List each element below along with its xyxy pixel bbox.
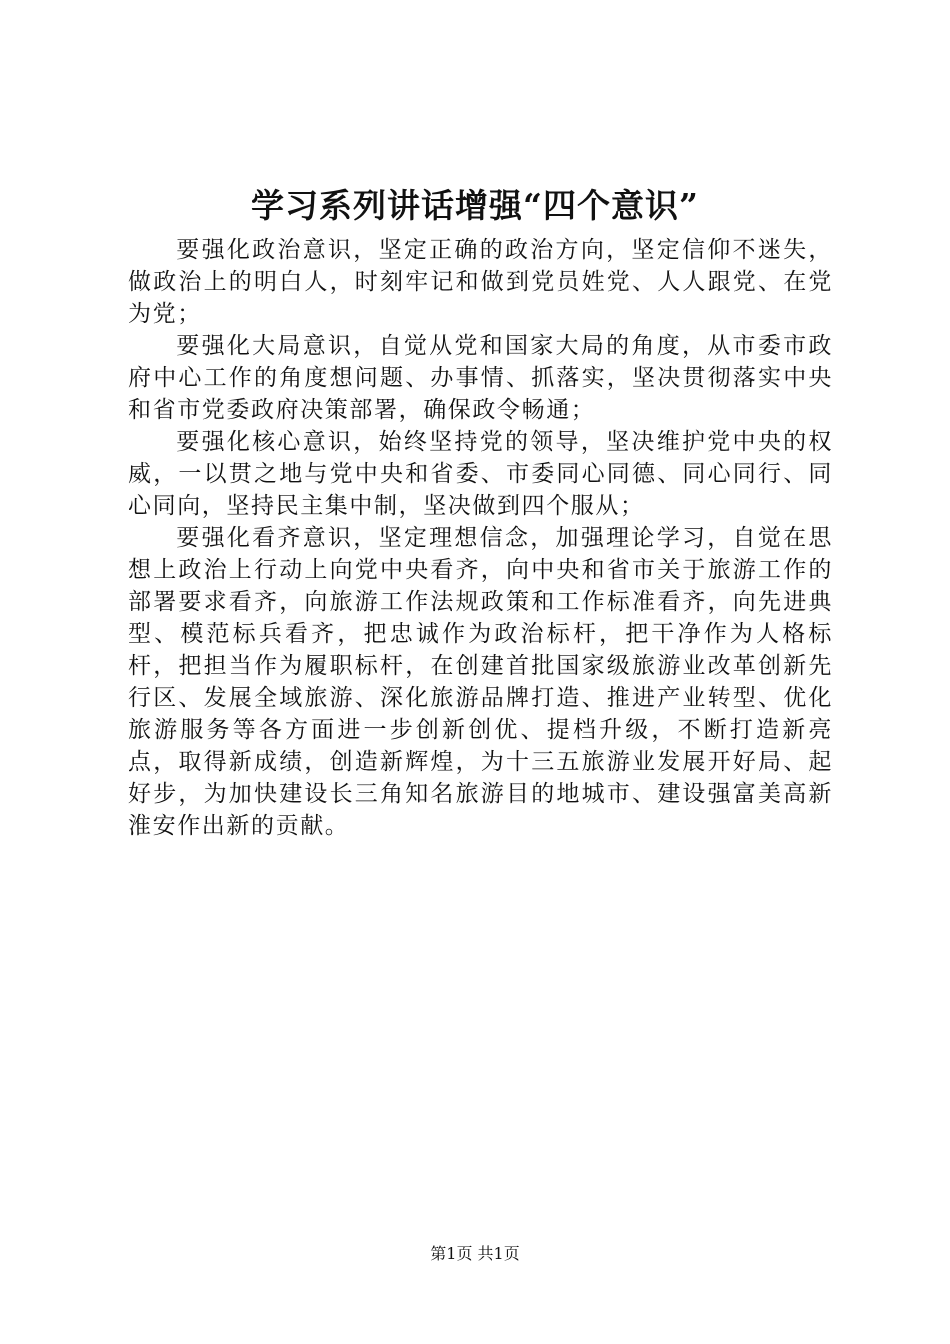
document-body [128, 234, 833, 842]
page-footer: 第1页 共1页 [430, 1244, 520, 1263]
paragraph-alignment-awareness: 要强化看齐意识，坚定理想信念，加强理论学习，自觉在思想上政治上行动上向党中央看齐，向中央和省市关于旅游工作的部署要求看齐，向旅游工作法规政策和工作标准看齐，向先进典型、模范标兵看齐，把忠诚作为政治标杆，把干净作为人格标杆，把担当作为履职标杆，在创建首批国家级旅游业改革创新先行区、发展全域旅游、深化旅游品牌打造、推进产业转型、优化旅游服务等各方面进一步创新创优、提档升级，不断打造新亮点，取得新成绩，创造新辉煌，为十三五旅游业发展开好局、起好步，为加快建设长三角知名旅游目的地城市、建设强富美高新淮安作出新的贡献。 [128, 525, 833, 839]
paragraph-overall-awareness: 要强化大局意识，自觉从党和国家大局的角度，从市委市政府中心工作的角度想问题、办事情、抓落实，坚决贯彻落实中央和省市党委政府决策部署，确保政令畅通； [128, 333, 833, 423]
page-title: 学习系列讲话增强“四个意识” [251, 186, 699, 225]
paragraph-core-awareness: 要强化核心意识，始终坚持党的领导，坚决维护党中央的权威，一以贯之地与党中央和省委、市委同心同德、同心同行、同心同向，坚持民主集中制，坚决做到四个服从； [128, 429, 833, 519]
paragraph-political-awareness: 要强化政治意识，坚定正确的政治方向，坚定信仰不迷失，做政治上的明白人，时刻牢记和做到党员姓党、人人跟党、在党为党； [128, 237, 833, 327]
